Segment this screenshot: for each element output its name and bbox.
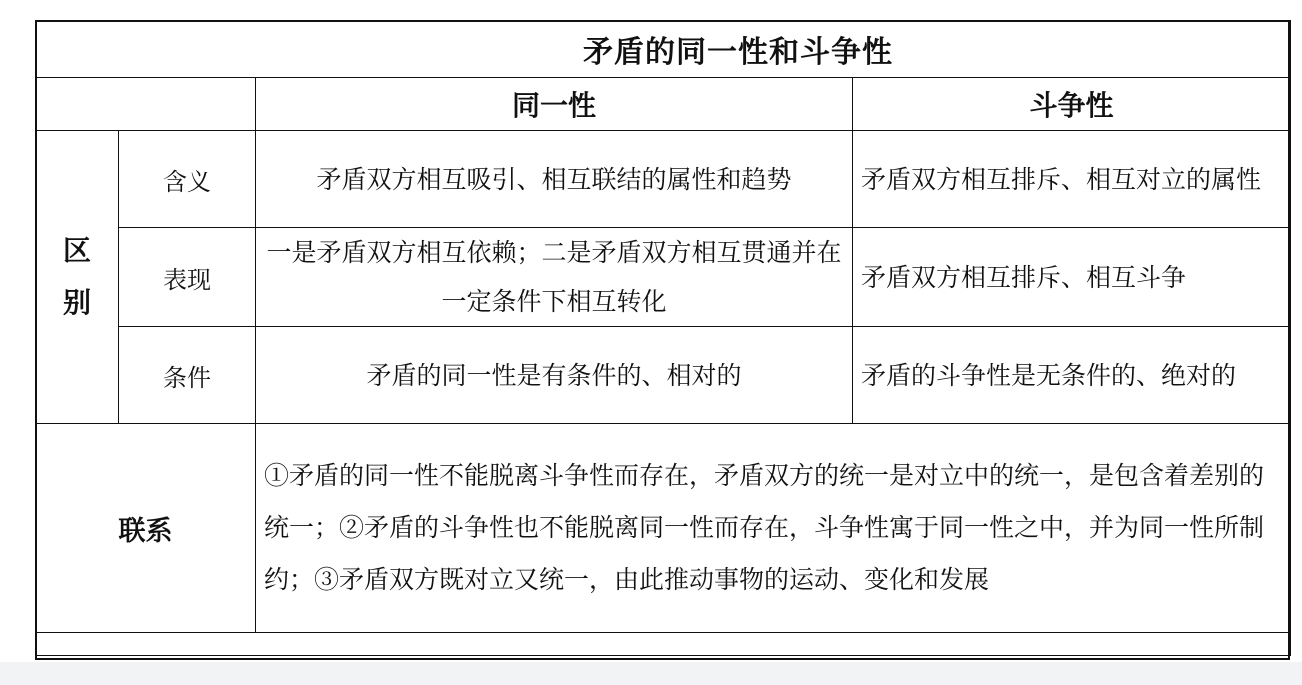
group-label-char-2: 别	[62, 286, 91, 319]
meaning-struggle-cell: 矛盾双方相互排斥、相互对立的属性	[853, 131, 1291, 228]
table-outer-frame	[35, 20, 1290, 660]
row-label-condition: 条件	[119, 327, 256, 424]
manifestation-identity-cell: 一是矛盾双方相互依赖；二是矛盾双方相互贯通并在一定条件下相互转化	[256, 228, 853, 327]
group-label-char-1: 区	[62, 234, 91, 267]
row-label-manifestation: 表现	[119, 228, 256, 327]
row-label-meaning: 含义	[119, 131, 256, 228]
link-label: 联系	[36, 424, 256, 633]
meaning-identity-cell: 矛盾双方相互吸引、相互联结的属性和趋势	[256, 131, 853, 228]
link-content: ①矛盾的同一性不能脱离斗争性而存在，矛盾双方的统一是对立中的统一，是包含着差别的统一；②矛盾的斗争性也不能脱离同一性而存在，斗争性寓于同一性之中，并为同一性所制约；③矛盾双方既对立又统一，由此推动事物的运动、变化和发展	[256, 424, 1291, 633]
page-bottom-band	[0, 662, 1302, 685]
table-title: 矛盾的同一性和斗争性	[36, 21, 1291, 78]
manifestation-struggle-cell: 矛盾双方相互排斥、相互斗争	[853, 228, 1291, 327]
header-struggle: 斗争性	[853, 78, 1291, 131]
condition-identity-cell: 矛盾的同一性是有条件的、相对的	[256, 327, 853, 424]
header-identity: 同一性	[256, 78, 853, 131]
condition-struggle-cell: 矛盾的斗争性是无条件的、绝对的	[853, 327, 1291, 424]
